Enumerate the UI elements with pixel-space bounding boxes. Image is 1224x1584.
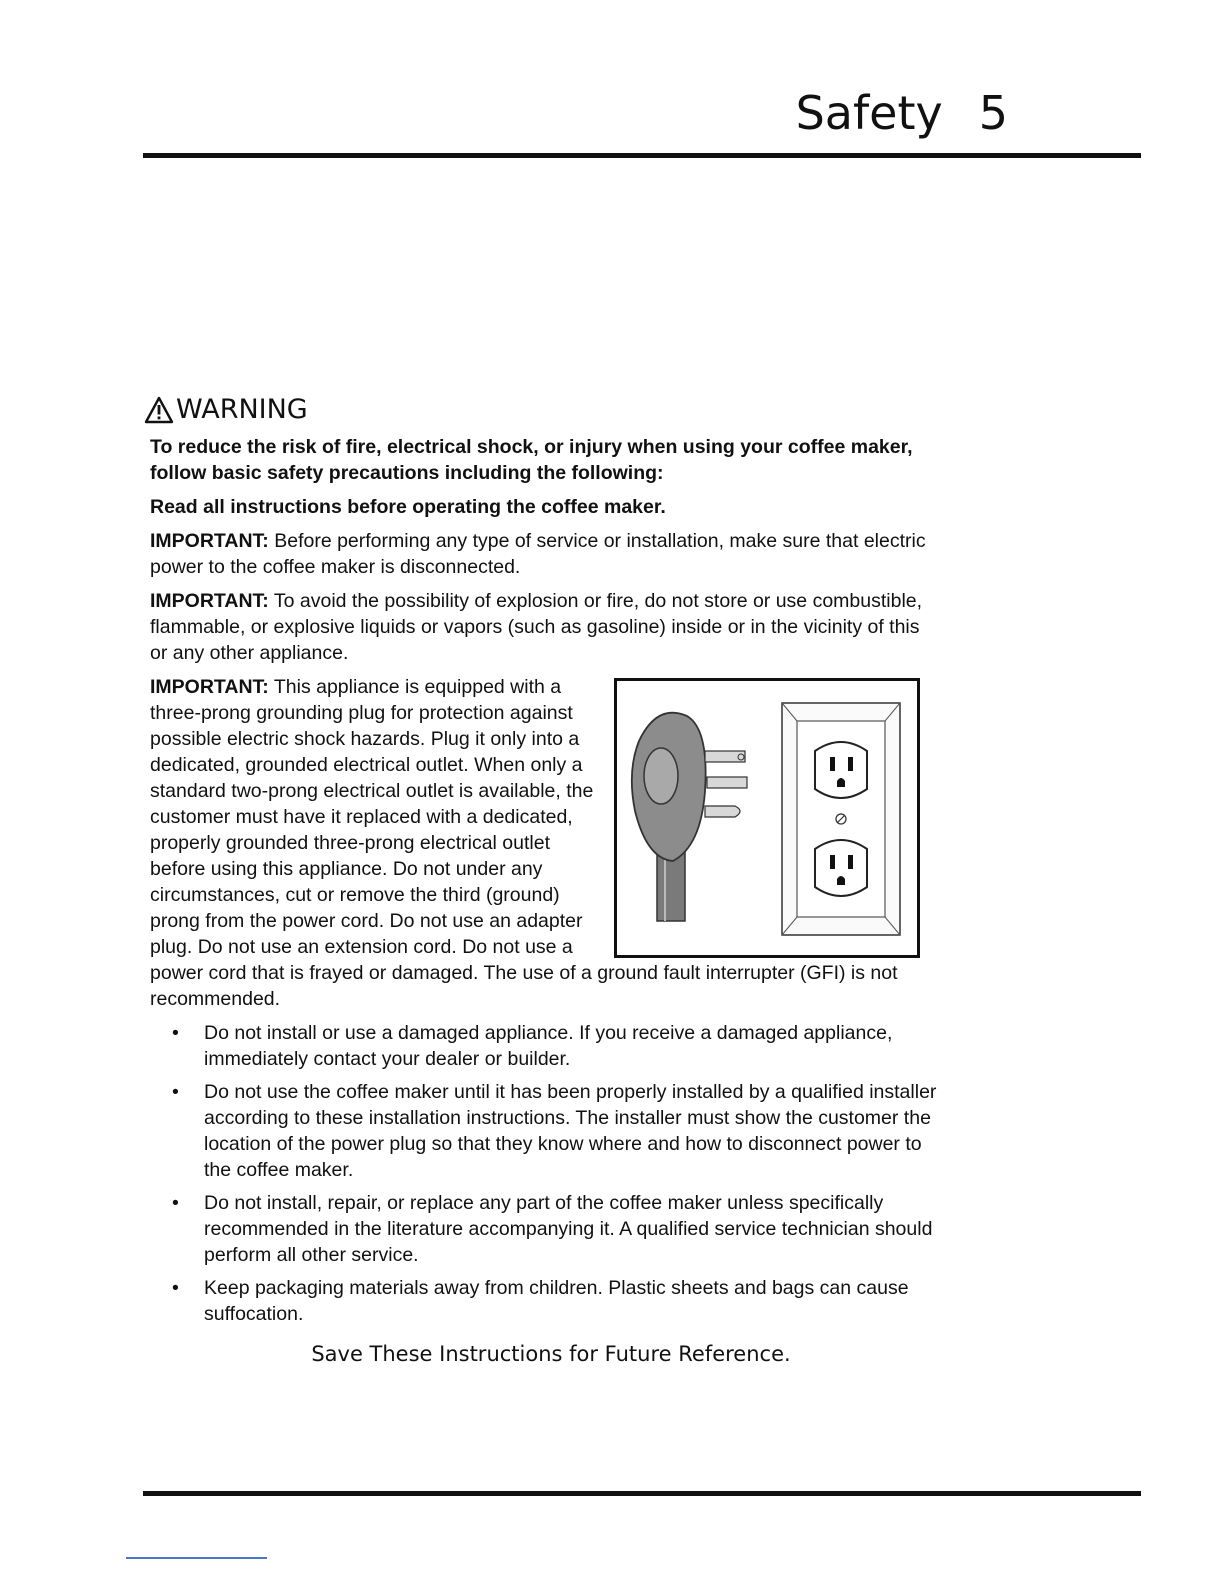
warning-intro: To reduce the risk of fire, electrical shock, or injury when using your coffee maker, follow basic safety precautions including the following: xyxy=(150,436,913,484)
bullet-icon: • xyxy=(172,1081,179,1103)
footer-link-underline xyxy=(126,1557,267,1559)
important-text: Before performing any type of service or installation, make sure that electric power to the coffee maker is disconnected. xyxy=(150,530,926,578)
important-paragraph xyxy=(150,588,940,666)
page-header xyxy=(0,78,1008,148)
important-text: To avoid the possibility of explosion or fire, do not store or use combustible, flammable, or explosive liquids or vapors (such as gasoline) inside or in the vicinity of this or any other appliance. xyxy=(150,590,923,664)
important-text: This appliance is equipped with a three-prong grounding plug for protection against possible electric shock hazards. Plug it only into a dedicated, grounded electrical outlet. When only a standard two-prong electrical outlet is available, the customer must have it replaced with a dedicated, properly grounded three-prong electrical outlet before using this appliance. Do not under any circumstances, cut or remove the third (ground) prong from the power cord. Do not use an adapter plug. Do not use an extension cord. Do not use a power cord that is frayed or damaged. The use of a ground fault interrupter (GFI) is not recommended. xyxy=(150,676,898,1010)
plug-outlet-figure xyxy=(614,678,920,958)
save-instructions-note: Save These Instructions for Future Reference. xyxy=(311,1342,791,1366)
warning-triangle-icon xyxy=(144,396,174,424)
list-item xyxy=(150,1275,940,1327)
warning-label: WARNING xyxy=(176,394,308,425)
bullet-icon: • xyxy=(172,1192,179,1214)
bullet-icon: • xyxy=(172,1022,179,1044)
list-item xyxy=(150,1020,940,1072)
list-item-text: Do not use the coffee maker until it has been properly installed by a qualified installer according to these installation instructions. The installer must show the customer the location of the power plug so that they know where and how to disconnect power to the coffee maker. xyxy=(204,1081,937,1181)
warning-section xyxy=(150,392,940,1369)
three-prong-plug-and-outlet-icon xyxy=(617,681,917,955)
bullet-icon: • xyxy=(172,1277,179,1299)
warning-heading xyxy=(144,392,940,428)
list-item xyxy=(150,1079,940,1183)
list-item-text: Keep packaging materials away from children. Plastic sheets and bags can cause suffocation. xyxy=(204,1277,909,1325)
footer-rule xyxy=(143,1491,1141,1496)
page-number: 5 xyxy=(978,86,1008,140)
header-rule xyxy=(143,153,1141,158)
list-item-text: Do not install or use a damaged appliance. If you receive a damaged appliance, immediately contact your dealer or builder. xyxy=(204,1022,893,1070)
read-instructions: Read all instructions before operating the coffee maker. xyxy=(150,496,666,518)
important-label: IMPORTANT: xyxy=(150,590,269,612)
important-label: IMPORTANT: xyxy=(150,530,269,552)
list-item-text: Do not install, repair, or replace any part of the coffee maker unless specifically recommended in the literature accompanying it. A qualified service technician should perform all other service. xyxy=(204,1192,933,1266)
important-label: IMPORTANT: xyxy=(150,676,269,698)
important-paragraph xyxy=(150,528,940,580)
section-title: Safety xyxy=(795,86,943,140)
safety-bullet-list xyxy=(150,1020,940,1327)
list-item xyxy=(150,1190,940,1268)
